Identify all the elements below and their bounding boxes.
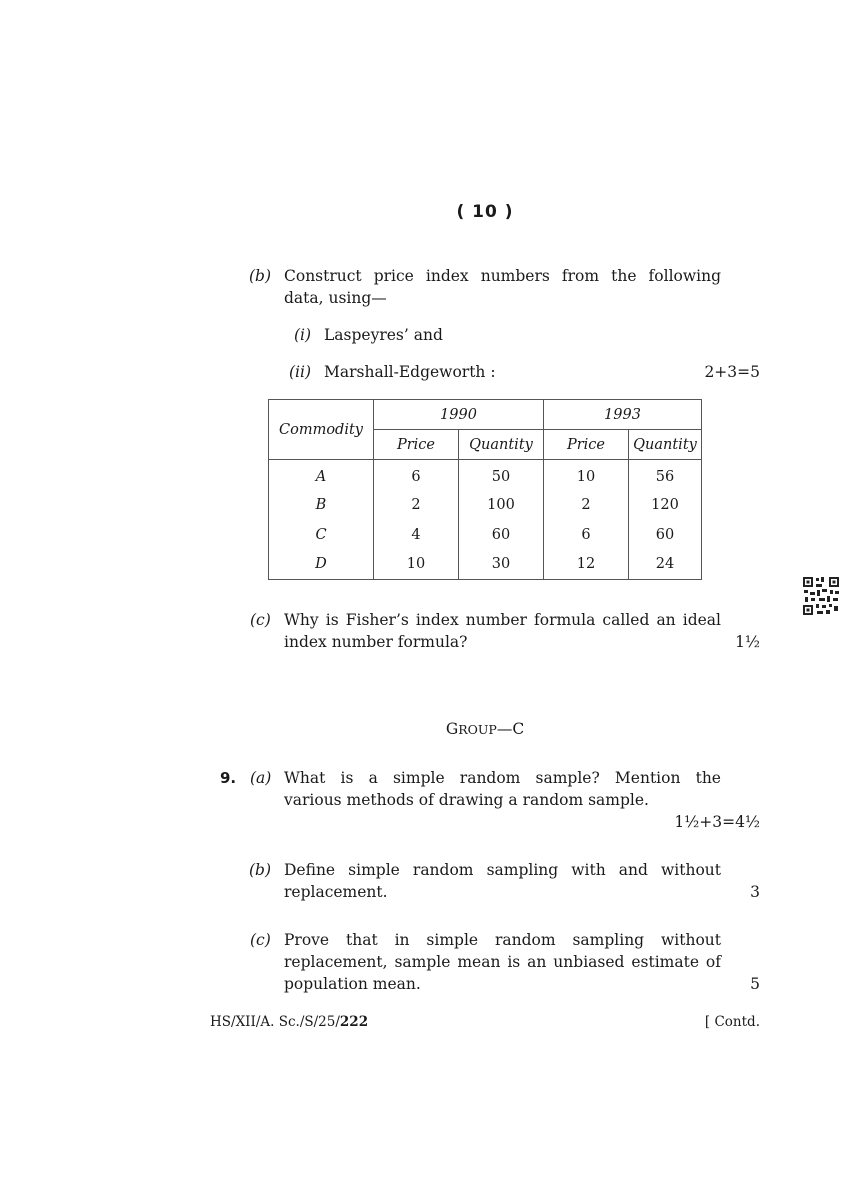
quantity-1993-cell: 60 [629,520,702,550]
table-row [269,490,702,520]
q9a-marks: 1½+3=4½ [674,813,760,831]
quantity-1990-cell: 60 [459,520,544,550]
q9c-marks: 5 [750,975,760,993]
q8b-marks: 2+3=5 [704,363,760,381]
q8b-sub-ii-text: Marshall-Edgeworth : [324,363,496,381]
q9b-line2: replacement. [284,883,388,901]
q9c-line1: Prove that in simple random sampling without [284,931,721,949]
price-header-1993: Price [544,430,629,460]
quantity-1990-cell: 30 [459,550,544,580]
price-1990-cell: 2 [374,490,459,520]
commodity-cell: D [269,550,374,580]
q8c-label: (c) [250,611,271,629]
page-number: ( 10 ) [456,202,514,222]
q9b-line1: Define simple random sampling with and without [284,861,721,879]
price-1993-cell: 10 [544,460,629,490]
group-heading [0,720,853,738]
q8b-sub-i-label: (i) [294,326,312,344]
price-1993-cell: 2 [544,490,629,520]
group-heading-suffix: —C [496,720,525,738]
q9c-label: (c) [250,931,271,949]
quantity-1993-cell: 120 [629,490,702,520]
group-heading-smallcaps: ROUP [458,722,497,737]
q9c-line2: replacement, sample mean is an unbiased estimate of [284,953,721,971]
commodity-cell: A [269,460,374,490]
continued-note: [ Contd. [704,1014,760,1030]
paper-code-main: HS/XII/A. Sc./S/25/ [210,1014,340,1030]
q9-number: 9. [220,769,237,787]
commodity-cell: C [269,520,374,550]
q8c-marks: 1½ [735,633,760,651]
price-1990-cell: 10 [374,550,459,580]
price-1990-cell: 6 [374,460,459,490]
quantity-1990-cell: 100 [459,490,544,520]
paper-code [210,1014,368,1030]
q8b-line1: Construct price index numbers from the following [284,267,721,285]
group-heading-initial: G [445,720,459,738]
q8b-sub-i-text: Laspeyres’ and [324,326,443,344]
q9b-label: (b) [249,861,272,879]
q9a-line1: What is a simple random sample? Mention the [284,769,721,787]
quantity-1990-cell: 50 [459,460,544,490]
paper-code-bold: 222 [339,1014,369,1030]
q9a-label: (a) [250,769,272,787]
commodity-cell: B [269,490,374,520]
quantity-header-1990: Quantity [459,430,544,460]
q8b-line2: data, using— [284,289,387,307]
commodity-header: Commodity [269,400,374,460]
price-1993-cell: 6 [544,520,629,550]
price-1990-cell: 4 [374,520,459,550]
q9b-marks: 3 [750,883,760,901]
q8b-label: (b) [249,267,272,285]
q9c-line3: population mean. [284,975,421,993]
q8c-line2: index number formula? [284,633,468,651]
table-row [269,460,702,490]
qr-code [802,576,840,616]
table-row [269,550,702,580]
quantity-1993-cell: 24 [629,550,702,580]
q8b-sub-ii-label: (ii) [289,363,312,381]
quantity-1993-cell: 56 [629,460,702,490]
q8c-line1: Why is Fisher’s index number formula called an ideal [284,611,721,629]
q9a-line2: various methods of drawing a random sample. [284,791,649,809]
price-header-1990: Price [374,430,459,460]
price-1993-cell: 12 [544,550,629,580]
year-1993-header: 1993 [544,400,702,430]
year-1990-header: 1990 [374,400,544,430]
price-quantity-table [268,399,702,580]
quantity-header-1993: Quantity [629,430,702,460]
table-row [269,520,702,550]
